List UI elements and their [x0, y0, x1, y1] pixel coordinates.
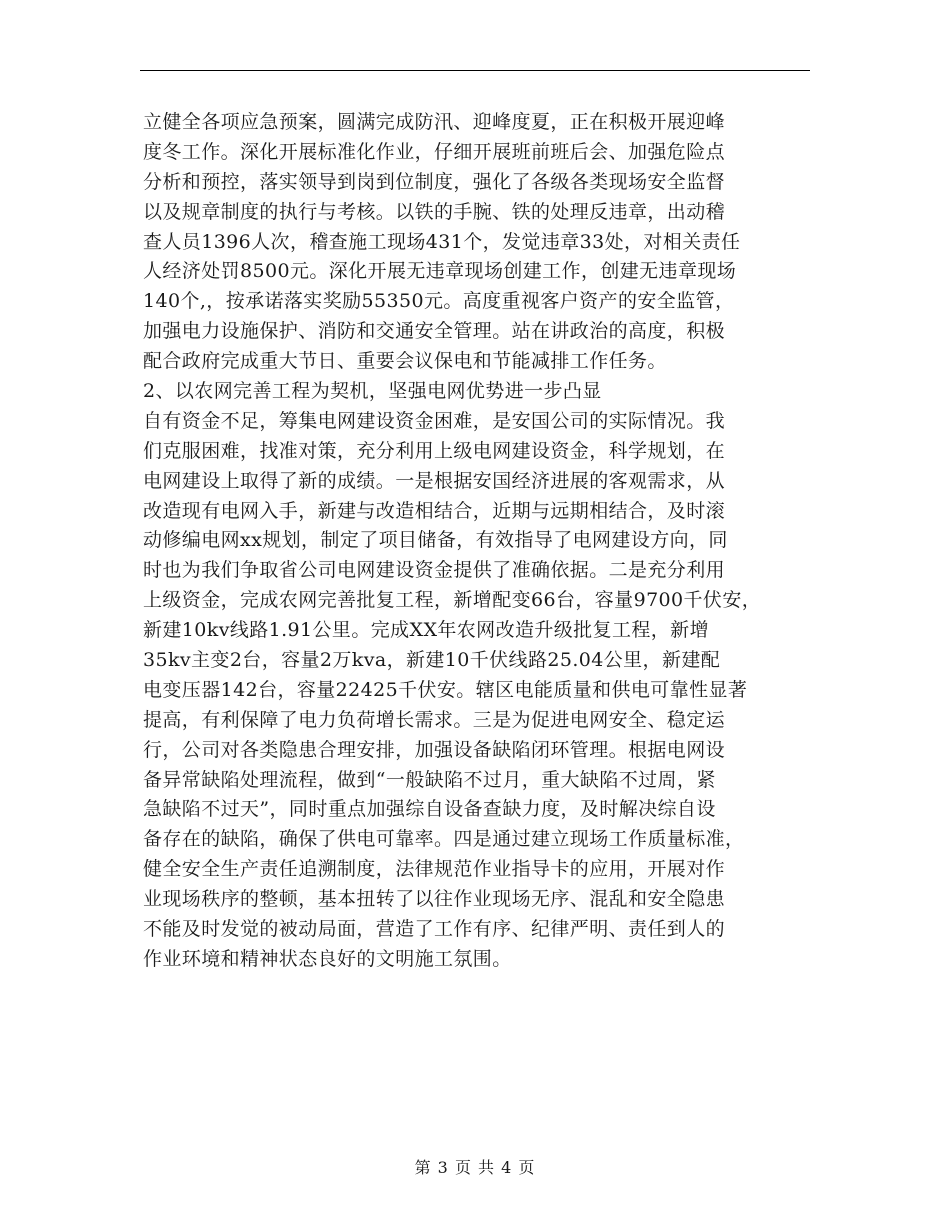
body-text-line: 自有资金不足，筹集电网建设资金困难，是安国公司的实际情况。我 — [143, 409, 726, 432]
body-text-line: 改造现有电网入手，新建与改造相结合，近期与远期相结合，及时滚 — [143, 499, 726, 522]
header-rule — [140, 70, 810, 71]
body-text-line: 2、以农网完善工程为契机，坚强电网优势进一步凸显 — [143, 380, 602, 403]
body-text-line: 时也为我们争取省公司电网建设资金提供了准确依据。二是充分利用 — [143, 559, 726, 582]
document-body — [143, 108, 843, 975]
body-text-line: 不能及时发觉的被动局面，营造了工作有序、纪律严明、责任到人的 — [143, 918, 726, 941]
body-text-line: 备存在的缺陷，确保了供电可靠率。四是通过建立现场工作质量标准， — [143, 828, 745, 851]
body-text-line: 140个,，按承诺落实奖励55350元。高度重视客户资产的安全监管， — [143, 290, 735, 313]
body-text-line: 度冬工作。深化开展标准化作业，仔细开展班前班后会、加强危险点 — [143, 140, 726, 163]
body-text-line: 急缺陷不过天”，同时重点加强综自设备查缺力度，及时解决综自设 — [143, 798, 716, 821]
body-text-line: 上级资金，完成农网完善批复工程，新增配变66台，容量9700千伏安， — [143, 589, 762, 612]
body-text-line: 电变压器142台，容量22425千伏安。辖区电能质量和供电可靠性显著 — [143, 678, 748, 701]
body-text-line: 35kv主变2台，容量2万kva，新建10千伏线路25.04公里，新建配 — [143, 649, 721, 672]
body-text-line: 行，公司对各类隐患合理安排，加强设备缺陷闭环管理。根据电网设 — [143, 738, 726, 761]
body-text-line: 们克服困难，找准对策，充分利用上级电网建设资金，科学规划，在 — [143, 439, 726, 462]
body-text-line: 动修编电网xx规划，制定了项目储备，有效指导了电网建设方向，同 — [143, 529, 728, 552]
body-text-line: 人经济处罚8500元。深化开展无违章现场创建工作，创建无违章现场 — [143, 260, 737, 283]
body-text-line: 以及规章制度的执行与考核。以铁的手腕、铁的处理反违章，出动稽 — [143, 200, 726, 223]
body-text-line: 分析和预控，落实领导到岗到位制度，强化了各级各类现场安全监督 — [143, 170, 726, 193]
body-text-line: 业现场秩序的整顿，基本扭转了以往作业现场无序、混乱和安全隐患 — [143, 888, 726, 911]
body-text-line: 配合政府完成重大节日、重要会议保电和节能减排工作任务。 — [143, 350, 667, 373]
body-text-line: 查人员1396人次，稽查施工现场431个，发觉违章33处，对相关责任 — [143, 230, 741, 253]
body-text-line: 电网建设上取得了新的成绩。一是根据安国经济进展的客观需求，从 — [143, 469, 726, 492]
body-text-line: 加强电力设施保护、消防和交通安全管理。站在讲政治的高度，积极 — [143, 320, 726, 343]
body-text-line: 新建10kv线路1.91公里。完成XX年农网改造升级批复工程，新增 — [143, 619, 709, 642]
page-footer: 第 3 页 共 4 页 — [414, 1158, 536, 1177]
body-text-line: 立健全各项应急预案，圆满完成防汛、迎峰度夏，正在积极开展迎峰 — [143, 111, 726, 133]
body-text-line: 提高，有利保障了电力负荷增长需求。三是为促进电网安全、稳定运 — [143, 708, 726, 731]
body-text-line: 健全安全生产责任追溯制度，法律规范作业指导卡的应用，开展对作 — [143, 858, 726, 881]
body-text-line: 作业环境和精神状态良好的文明施工氛围。 — [143, 947, 512, 970]
body-text-line: 备异常缺陷处理流程，做到“一般缺陷不过月，重大缺陷不过周，紧 — [143, 768, 716, 791]
